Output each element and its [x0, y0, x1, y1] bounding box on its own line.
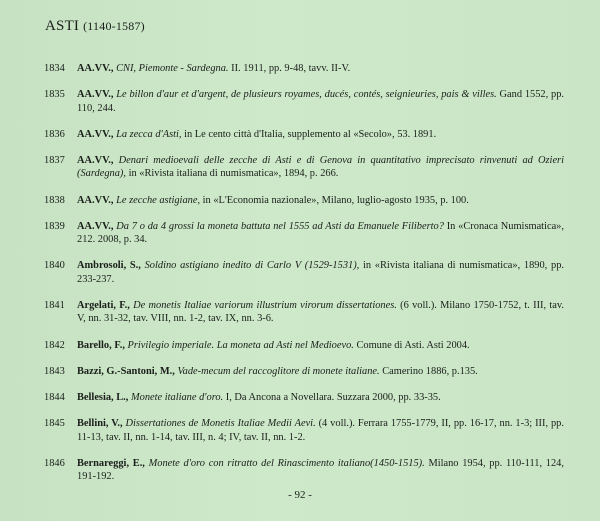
entry-author: Bernareggi, E.,	[77, 457, 145, 469]
entry-title: Vade-mecum del raccoglitore di monete italiane.	[177, 365, 380, 377]
entry-text	[77, 194, 564, 207]
entry-title: Da 7 o da 4 grossi la moneta battuta nel 1555 ad Asti da Emanuele Filiberto?	[116, 220, 444, 232]
bibliography-entry	[44, 339, 564, 352]
entry-title: CNI, Piemonte - Sardegna.	[116, 63, 229, 74]
entry-title: Privilegio imperiale. La moneta ad Asti nel Medioevo.	[127, 339, 354, 351]
entry-number: 1845	[44, 418, 65, 430]
entry-text	[77, 365, 564, 378]
bibliography-entry	[44, 220, 564, 247]
bibliography-entry	[44, 457, 564, 484]
entry-text	[77, 88, 564, 115]
entry-details: in Le cento città d'Italia, supplemento al «Secolo», 53. 1891.	[181, 128, 437, 140]
bibliography-entry	[44, 391, 564, 404]
entry-details: I, Da Ancona a Novellara. Suzzara 2000, pp. 33-35.	[223, 392, 441, 404]
entry-details: In «Cronaca Numismatica», 212. 2008, p. 34.	[77, 220, 564, 246]
entry-number: 1843	[44, 365, 65, 377]
entry-title: Dissertationes de Monetis Italiae Medii Aevi.	[125, 418, 316, 430]
entry-text	[77, 391, 564, 404]
page-number: - 92 -	[288, 489, 312, 501]
bibliography-entry	[44, 299, 564, 326]
entry-text	[77, 259, 564, 286]
entry-author: Bellesia, L.,	[77, 392, 129, 404]
bibliography-entry	[44, 88, 564, 115]
entry-number: 1837	[44, 155, 65, 167]
entry-author: Barello, F.,	[77, 339, 125, 351]
entry-author: AA.VV.,	[77, 128, 114, 140]
entry-number: 1841	[44, 300, 65, 312]
bibliography-entry	[44, 417, 564, 444]
entry-author: AA.VV.,	[77, 155, 114, 167]
entry-details: Gand 1552, pp. 110, 244.	[77, 89, 564, 114]
entry-title: De monetis Italiae variorum illustrium virorum dissertationes.	[133, 300, 397, 312]
entry-title: Le zecche astigiane,	[116, 194, 201, 206]
entry-details: Camerino 1886, p.135.	[379, 365, 478, 377]
entry-author: Ambrosoli, S.,	[77, 260, 141, 272]
bibliography-entry	[44, 365, 564, 378]
entry-text	[77, 62, 564, 75]
entry-number: 1838	[44, 194, 65, 206]
bibliography-entry	[44, 194, 564, 207]
entry-title: Monete italiane d'oro.	[130, 392, 224, 404]
entry-details: in «L'Economia nazionale», Milano, luglio-agosto 1935, p. 100.	[200, 194, 469, 206]
entry-details: Milano 1954, pp. 110-111, 124, 191-192.	[77, 457, 564, 483]
entry-author: Argelati, F.,	[77, 300, 130, 312]
entry-number: 1839	[44, 220, 65, 232]
entry-title: Denari medioevali delle zecche di Asti e di Genova in quantitativo imprecisato rinvenuti ad Ozieri (Sardegna),	[77, 155, 564, 180]
entry-title: Monete d'oro con ritratto del Rinascimento italiano(1450-1515).	[148, 457, 425, 469]
bibliography-entry	[44, 259, 564, 286]
bibliography-entry	[44, 128, 564, 141]
entry-title: Le billon d'aur et d'argent, de plusieurs royames, ducés, contés, seignieuries, pais & villes.	[116, 89, 497, 101]
entry-author: AA.VV.,	[77, 89, 114, 101]
entry-number: 1836	[44, 128, 65, 140]
entry-text	[77, 339, 564, 352]
section-date-range: (1140-1587)	[83, 19, 145, 33]
entry-number: 1835	[44, 89, 65, 101]
entry-number: 1844	[44, 392, 65, 404]
entry-details: in «Rivista italiana di numismatica», 1890, pp. 233-237.	[77, 260, 564, 285]
entry-number: 1842	[44, 339, 65, 351]
bibliography-entry	[44, 154, 564, 181]
bibliography-entry	[44, 62, 564, 75]
entry-details: (6 voll.). Milano 1750-1752, t. III, tav. V, nn. 31-32, tav. VIII, nn. 1-2, tav. IX, nn. 3-6.	[77, 300, 564, 325]
entry-author: AA.VV.,	[77, 63, 114, 74]
entry-text	[77, 128, 564, 141]
entry-title: Soldino astigiano inedito di Carlo V (1529-1531),	[144, 260, 360, 272]
entry-text	[77, 220, 564, 247]
entry-text	[77, 299, 564, 326]
entry-text	[77, 154, 564, 181]
entry-details: Comune di Asti. Asti 2004.	[353, 339, 470, 351]
bibliography-list	[44, 62, 564, 496]
section-heading	[45, 18, 145, 35]
entry-number: 1840	[44, 260, 65, 272]
entry-details: (4 voll.). Ferrara 1755-1779, II, pp. 16-17, nn. 1-3; III, pp. 11-13, tav. II, nn. 1-14, tav. III, n. 4; IV, tav. II, nn. 1-2.	[77, 418, 564, 443]
entry-author: AA.VV.,	[77, 220, 114, 232]
entry-text	[77, 457, 564, 484]
section-title-text: ASTI	[45, 18, 80, 34]
entry-author: Bellini, V.,	[77, 418, 123, 430]
entry-author: Bazzi, G.-Santoni, M.,	[77, 365, 175, 377]
entry-details: II. 1911, pp. 9-48, tavv. II-V.	[228, 63, 351, 74]
entry-number: 1846	[44, 457, 65, 469]
entry-title: La zecca d'Asti,	[116, 128, 182, 140]
entry-number: 1834	[44, 63, 65, 74]
entry-text	[77, 417, 564, 444]
entry-author: AA.VV.,	[77, 194, 114, 206]
entry-details: in «Rivista italiana di numismatica», 1894, p. 266.	[125, 168, 339, 180]
